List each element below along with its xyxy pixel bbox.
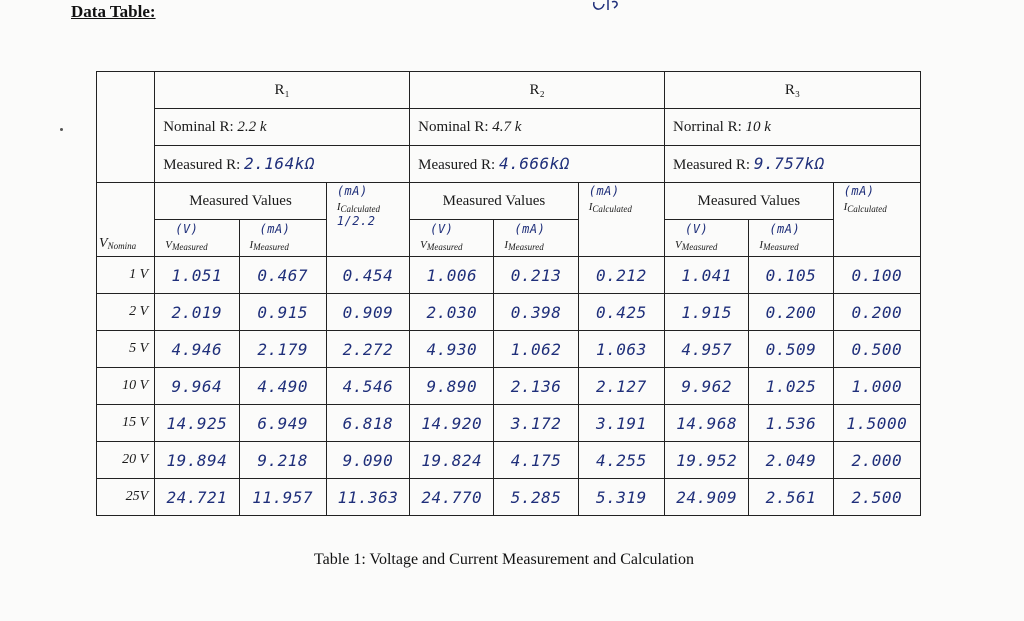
r1-nominal-cell: [155, 109, 410, 146]
r1-v-measured-cell: 9.964: [155, 368, 239, 405]
table-row: [97, 442, 921, 479]
r3-calc-unit: (mA): [843, 184, 875, 198]
blank-corner-cell: [97, 72, 155, 183]
r2-i-measured-cell: 5.285: [494, 479, 578, 516]
vi-subheader-row: [97, 220, 921, 257]
ink-scribble-mark: [590, 0, 630, 16]
r3-i-calculated-cell: 1.5000: [833, 405, 920, 442]
r1-measured-values-header: [155, 183, 327, 220]
r3-nominal-value: 10 k: [745, 118, 771, 135]
r1-i-calculated-cell: 4.546: [326, 368, 409, 405]
r3-i-sub: Measured: [763, 242, 799, 252]
r3-i-calculated-cell: 0.200: [833, 294, 920, 331]
table-caption: Table 1: Voltage and Current Measurement and Calculation: [314, 551, 694, 568]
r1-v-unit: (V): [175, 222, 199, 236]
r2-i-calculated-cell: 3.191: [578, 405, 664, 442]
r2-measured-values-header: [410, 183, 579, 220]
vnominal-cell: 20 V: [97, 442, 155, 479]
r1-header: R₁: [155, 72, 410, 109]
r1-nominal-label: Nominal R:: [163, 118, 234, 135]
r2-v-measured-cell: 24.770: [410, 479, 494, 516]
r2-calc-sub: Calculated: [592, 204, 632, 214]
r2-calc-label: I: [588, 201, 593, 213]
r2-i-calculated-cell: 1.063: [578, 331, 664, 368]
r1-i-calculated-cell: 6.818: [326, 405, 409, 442]
r2-i-sub: Measured: [508, 242, 544, 252]
table-row: [97, 368, 921, 405]
data-rows: [97, 257, 921, 516]
r2-i-measured-cell: 1.062: [494, 331, 578, 368]
data-table-heading: Data Table:: [71, 2, 156, 21]
data-table: [96, 71, 921, 516]
r1-v-label: V: [165, 239, 172, 251]
r1-i-measured-cell: 0.467: [239, 257, 326, 294]
vnominal-cell: 5 V: [97, 331, 155, 368]
table-row: [97, 479, 921, 516]
r1-v-measured-header: [155, 220, 239, 257]
r1-v-measured-cell: 1.051: [155, 257, 239, 294]
r2-i-measured-cell: 4.175: [494, 442, 578, 479]
r2-v-label: V: [420, 239, 427, 251]
r1-measured-values-label: Measured Values: [189, 192, 292, 209]
r2-i-measured-header: [494, 220, 578, 257]
r2-i-unit: (mA): [514, 222, 546, 236]
r3-header: R₃: [665, 72, 921, 109]
r3-i-measured-cell: 2.561: [749, 479, 833, 516]
r3-v-measured-cell: 9.962: [665, 368, 749, 405]
r2-v-measured-cell: 9.890: [410, 368, 494, 405]
r3-v-label: V: [675, 239, 682, 251]
r1-i-measured-cell: 4.490: [239, 368, 326, 405]
r1-i-measured-cell: 2.179: [239, 331, 326, 368]
measured-values-row: [97, 183, 921, 220]
r1-calc-label: I: [336, 201, 341, 213]
r2-nominal-cell: [410, 109, 665, 146]
r3-calculated-header: [833, 183, 920, 257]
r2-measured-cell: [410, 146, 665, 183]
r1-v-measured-cell: 4.946: [155, 331, 239, 368]
r2-i-measured-cell: 0.398: [494, 294, 578, 331]
resistor-name-row: [97, 72, 921, 109]
vnominal-cell: 25V: [97, 479, 155, 516]
r2-v-unit: (V): [430, 222, 454, 236]
r3-calc-sub: Calculated: [847, 204, 887, 214]
r3-v-sub: Measured: [681, 242, 718, 252]
r2-header: R₂: [410, 72, 665, 109]
r3-v-measured-cell: 19.952: [665, 442, 749, 479]
r3-v-measured-cell: 24.909: [665, 479, 749, 516]
r3-v-measured-cell: 1.915: [665, 294, 749, 331]
vnominal-cell: 1 V: [97, 257, 155, 294]
vnominal-cell: 15 V: [97, 405, 155, 442]
r1-v-sub: Measured: [171, 242, 208, 252]
r2-calculated-header: [578, 183, 664, 257]
r1-i-calculated-cell: 11.363: [326, 479, 409, 516]
measured-r-row: [97, 146, 921, 183]
r2-i-measured-cell: 3.172: [494, 405, 578, 442]
r1-v-measured-cell: 2.019: [155, 294, 239, 331]
r2-v-measured-cell: 1.006: [410, 257, 494, 294]
r3-measured-values-label: Measured Values: [697, 192, 801, 209]
r1-i-measured-cell: 9.218: [239, 442, 326, 479]
r3-v-measured-cell: 1.041: [665, 257, 749, 294]
r1-i-label: I: [249, 239, 254, 251]
r2-nominal-value: 4.7 k: [492, 118, 522, 135]
r3-i-measured-cell: 0.105: [749, 257, 833, 294]
r1-i-measured-cell: 11.957: [239, 479, 326, 516]
table-row: [97, 331, 921, 368]
r3-i-measured-cell: 1.536: [749, 405, 833, 442]
r1-i-calculated-cell: 0.454: [326, 257, 409, 294]
vnominal-cell: 10 V: [97, 368, 155, 405]
table-row: [97, 405, 921, 442]
r3-i-label: I: [759, 239, 763, 251]
vnom-header-cell: [97, 183, 155, 257]
r2-i-measured-cell: 0.213: [494, 257, 578, 294]
r2-i-calculated-cell: 5.319: [578, 479, 664, 516]
r1-calc-note: 1/2.2: [336, 214, 376, 228]
r3-nominal-cell: [665, 109, 921, 146]
r3-i-unit: (mA): [769, 222, 801, 236]
r1-calc-sub: Calculated: [340, 204, 380, 214]
r3-measured-cell: [665, 146, 921, 183]
vnominal-cell: 2 V: [97, 294, 155, 331]
r2-measured-value: 4.666kΩ: [498, 154, 570, 173]
r1-i-calculated-cell: 2.272: [326, 331, 409, 368]
r2-i-label: I: [504, 239, 509, 251]
r1-calculated-header: [326, 183, 409, 257]
r1-i-measured-header: [239, 220, 326, 257]
r2-v-measured-cell: 14.920: [410, 405, 494, 442]
r1-i-unit: (mA): [259, 222, 291, 236]
r2-v-sub: Measured: [426, 242, 463, 252]
r2-i-calculated-cell: 2.127: [578, 368, 664, 405]
r2-i-calculated-cell: 4.255: [578, 442, 664, 479]
table-row: [97, 294, 921, 331]
r2-v-measured-cell: 2.030: [410, 294, 494, 331]
r3-calc-label: I: [843, 201, 848, 213]
r2-i-calculated-cell: 0.425: [578, 294, 664, 331]
vnom-sub: Nomina: [107, 241, 137, 251]
stray-dot: [60, 128, 63, 131]
r3-i-calculated-cell: 2.500: [833, 479, 920, 516]
r3-i-measured-cell: 2.049: [749, 442, 833, 479]
r3-i-measured-cell: 0.509: [749, 331, 833, 368]
r2-nominal-label: Nominal R:: [418, 118, 489, 135]
r3-v-measured-cell: 14.968: [665, 405, 749, 442]
r2-v-measured-cell: 4.930: [410, 331, 494, 368]
r1-nominal-value: 2.2 k: [237, 118, 267, 135]
r2-v-measured-cell: 19.824: [410, 442, 494, 479]
r1-i-measured-cell: 0.915: [239, 294, 326, 331]
r3-i-measured-header: [749, 220, 833, 257]
r3-nominal-label: Norrinal R:: [673, 118, 742, 135]
r2-measured-values-label: Measured Values: [442, 192, 546, 209]
r1-v-measured-cell: 19.894: [155, 442, 239, 479]
r3-v-measured-header: [665, 220, 749, 257]
r2-v-measured-header: [410, 220, 494, 257]
r3-measured-value: 9.757kΩ: [753, 154, 825, 173]
r1-i-sub: Measured: [253, 242, 289, 252]
table-row: [97, 257, 921, 294]
r1-measured-label: Measured R:: [163, 157, 241, 173]
r3-i-calculated-cell: 2.000: [833, 442, 920, 479]
r1-i-calculated-cell: 9.090: [326, 442, 409, 479]
r2-measured-label: Measured R:: [418, 157, 496, 173]
r3-i-measured-cell: 1.025: [749, 368, 833, 405]
r2-i-measured-cell: 2.136: [494, 368, 578, 405]
r1-i-measured-cell: 6.949: [239, 405, 326, 442]
r1-i-calculated-cell: 0.909: [326, 294, 409, 331]
r1-measured-value: 2.164kΩ: [244, 154, 315, 173]
r1-measured-cell: [155, 146, 410, 183]
r3-measured-values-header: [665, 183, 834, 220]
r1-v-measured-cell: 24.721: [155, 479, 239, 516]
r3-v-unit: (V): [685, 222, 709, 236]
r3-i-calculated-cell: 1.000: [833, 368, 920, 405]
r1-calc-unit: (mA): [336, 184, 368, 198]
r1-v-measured-cell: 14.925: [155, 405, 239, 442]
r3-measured-label: Measured R:: [673, 157, 751, 173]
r3-i-calculated-cell: 0.100: [833, 257, 920, 294]
vnom-label: V: [99, 236, 108, 251]
r3-v-measured-cell: 4.957: [665, 331, 749, 368]
r2-i-calculated-cell: 0.212: [578, 257, 664, 294]
nominal-row: [97, 109, 921, 146]
r2-calc-unit: (mA): [588, 184, 620, 198]
r3-i-measured-cell: 0.200: [749, 294, 833, 331]
r3-i-calculated-cell: 0.500: [833, 331, 920, 368]
